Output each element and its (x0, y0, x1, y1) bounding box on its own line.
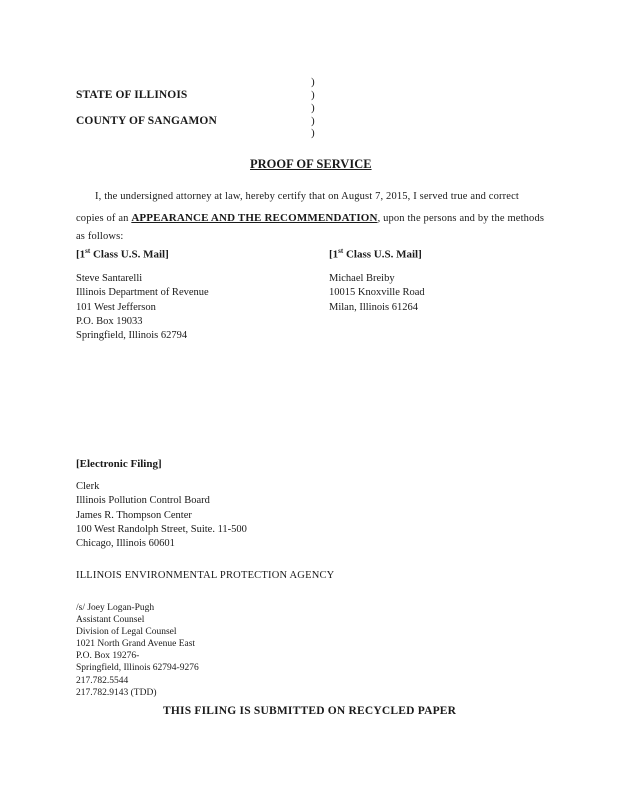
certification-line-2-prefix: copies of an (76, 213, 132, 224)
address-line: Illinois Department of Revenue (76, 287, 209, 299)
address-line: 100 West Randolph Street, Suite. 11-500 (76, 523, 247, 535)
caption-paren: ) (311, 115, 315, 127)
signature-line: Assistant Counsel (76, 615, 145, 626)
signature-line: Springfield, Illinois 62794-9276 (76, 663, 199, 674)
certification-line-1: I, the undersigned attorney at law, hereby certify that on August 7, 2015, I served true and correct (95, 191, 519, 202)
caption-paren: ) (311, 127, 315, 139)
method-bracket: [1 (76, 248, 86, 261)
caption-paren: ) (311, 89, 315, 101)
recipient-address-santarelli (76, 272, 209, 343)
signature-line: 217.782.9143 (TDD) (76, 687, 157, 698)
signature-line: Division of Legal Counsel (76, 627, 177, 638)
caption-paren: ) (311, 76, 315, 88)
certification-line-2 (76, 212, 544, 224)
method-text: Class U.S. Mail] (90, 248, 169, 261)
address-line: Springfield, Illinois 62794 (76, 330, 188, 342)
address-line: P.O. Box 19033 (76, 315, 143, 327)
address-line: Clerk (76, 481, 100, 492)
caption-paren: ) (311, 102, 315, 114)
address-line: Illinois Pollution Control Board (76, 495, 210, 507)
certification-line-2-suffix: , upon the persons and by the methods (377, 213, 545, 224)
county-caption: COUNTY OF SANGAMON (76, 115, 217, 127)
address-line: Milan, Illinois 61264 (329, 301, 418, 313)
certification-line-3: as follows: (76, 231, 124, 242)
signature-line: /s/ Joey Logan-Pugh (76, 603, 155, 613)
signature-line: 217.782.5544 (76, 675, 129, 686)
clerk-address (76, 480, 247, 551)
signature-line: 1021 North Grand Avenue East (76, 639, 196, 650)
recipient-address-breiby (329, 272, 425, 315)
address-line: James R. Thompson Center (76, 509, 192, 521)
state-caption: STATE OF ILLINOIS (76, 89, 188, 101)
served-documents: APPEARANCE AND THE RECOMMENDATION (131, 212, 378, 224)
agency-name: ILLINOIS ENVIRONMENTAL PROTECTION AGENCY (76, 570, 335, 581)
address-line: 101 West Jefferson (76, 301, 156, 313)
signature-line: P.O. Box 19276- (76, 651, 140, 662)
method-text: Class U.S. Mail] (343, 248, 422, 261)
method-bracket: [1 (329, 248, 339, 261)
method-sup: st (85, 247, 91, 255)
service-method-label (76, 247, 169, 261)
service-method-label (329, 247, 422, 261)
address-line: Michael Breiby (329, 273, 395, 284)
electronic-filing-label: [Electronic Filing] (76, 458, 162, 470)
address-line: Steve Santarelli (76, 273, 143, 284)
signature-block (76, 602, 199, 699)
document-title: PROOF OF SERVICE (250, 157, 372, 171)
recycled-paper-footer: THIS FILING IS SUBMITTED ON RECYCLED PAPER (163, 705, 457, 717)
address-line: 10015 Knoxville Road (329, 287, 425, 299)
address-line: Chicago, Illinois 60601 (76, 538, 175, 550)
method-sup: st (338, 247, 344, 255)
